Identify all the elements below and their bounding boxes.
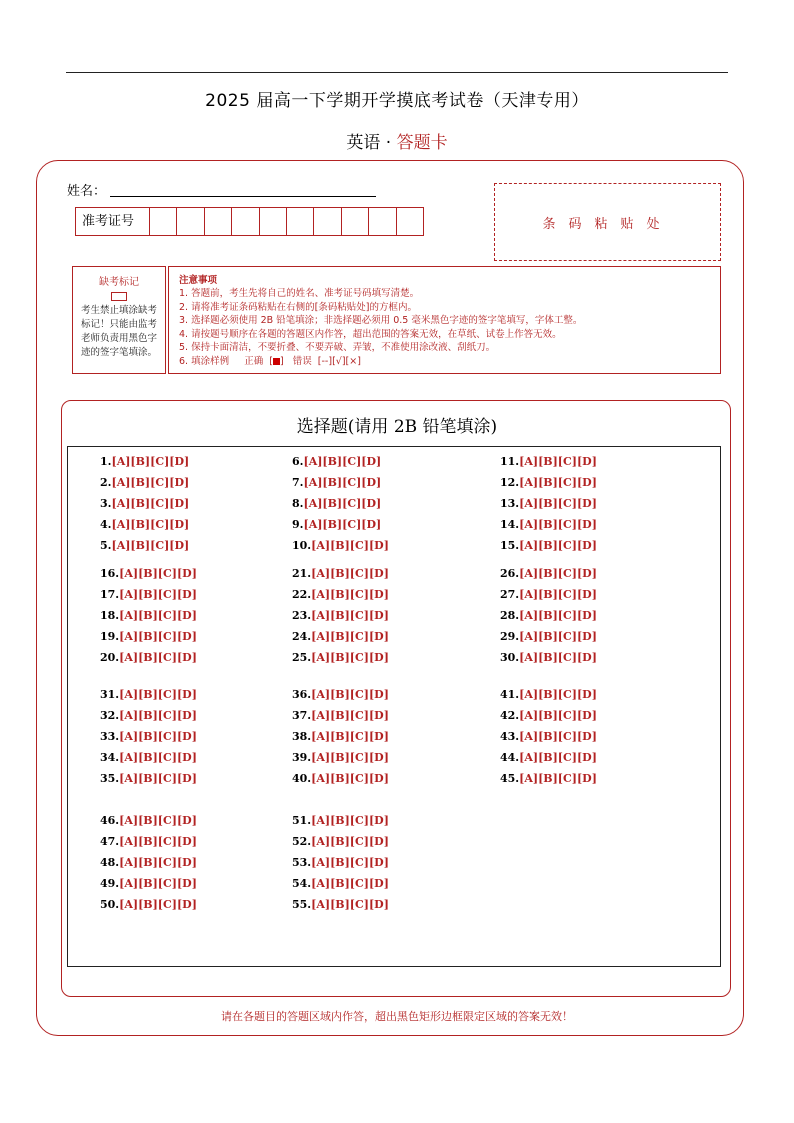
fill-sample-correct-label: 正确 [244,355,264,367]
question-number: 53. [292,856,312,869]
question-54[interactable] [292,877,389,890]
absent-mark-box [72,266,166,374]
name-label: 姓名： [67,184,107,199]
question-38[interactable] [292,730,389,743]
answer-options[interactable]: [A][B][C][D] [119,709,197,722]
answer-options[interactable]: [A][B][C][D] [519,588,597,601]
question-number: 28. [500,609,520,622]
footer-warning: 请在各题目的答题区域内作答，超出黑色矩形边框限定区域的答案无效！ [221,1010,573,1023]
question-10[interactable] [292,539,389,552]
question-number: 42. [500,709,520,722]
question-5[interactable] [100,539,189,552]
question-number: 15. [500,539,520,552]
question-17[interactable] [100,588,197,601]
answer-options[interactable]: [A][B][C][D] [119,772,197,785]
question-number: 45. [500,772,520,785]
question-49[interactable] [100,877,197,890]
question-number: 20. [100,651,120,664]
answer-options[interactable]: [A][B][C][D] [119,730,197,743]
question-53[interactable] [292,856,389,869]
question-number: 17. [100,588,120,601]
subtitle-separator: · [385,133,392,153]
answer-options[interactable]: [A][B][C][D] [519,539,597,552]
answer-options[interactable]: [A][B][C][D] [111,476,190,489]
question-12[interactable] [500,476,597,489]
choice-answer-area [67,446,721,967]
question-number: 16. [100,567,120,580]
question-27[interactable] [500,588,597,601]
question-51[interactable] [292,814,389,827]
answer-options[interactable]: [A][B][C][D] [119,630,197,643]
question-21[interactable] [292,567,389,580]
question-48[interactable] [100,856,197,869]
ticket-digit-cell[interactable] [314,208,341,235]
ticket-digit-cell[interactable] [369,208,396,235]
ticket-digit-cell[interactable] [205,208,232,235]
question-35[interactable] [100,772,197,785]
answer-options[interactable]: [A][B][C][D] [119,856,197,869]
answer-options[interactable]: [A][B][C][D] [311,898,389,911]
answer-options[interactable]: [A][B][C][D] [119,651,197,664]
answer-options[interactable]: [A][B][C][D] [119,814,197,827]
instruction-item: 2. 请将准考证条码粘贴在右侧的[条码粘贴处]的方框内。 [179,301,417,313]
instruction-item: 3. 选择题必须使用 2B 铅笔填涂；非选择题必须用 0.5 毫米黑色字迹的签字笔填写，字体工整。 [179,315,583,326]
ticket-digit-cell[interactable] [177,208,204,235]
question-number: 10. [292,539,312,552]
question-25[interactable] [292,651,389,664]
answer-options[interactable]: [A][B][C][D] [119,588,197,601]
question-52[interactable] [292,835,389,848]
instructions-box [168,266,721,374]
question-13[interactable] [500,497,597,510]
question-number: 1. [100,455,112,468]
question-number: 13. [500,497,520,510]
question-number: 30. [500,651,520,664]
answer-options[interactable]: [A][B][C][D] [119,751,197,764]
question-9[interactable] [292,518,381,531]
answer-options[interactable]: [A][B][C][D] [111,497,190,510]
question-20[interactable] [100,651,197,664]
answer-options[interactable]: [A][B][C][D] [303,455,382,468]
exam-title: 2025 届高一下学期开学摸底考试卷（天津专用） [205,91,589,111]
question-39[interactable] [292,751,389,764]
question-11[interactable] [500,455,597,468]
answer-options[interactable]: [A][B][C][D] [111,518,190,531]
answer-card-subtitle [0,128,794,153]
answer-options[interactable]: [A][B][C][D] [311,835,389,848]
question-42[interactable] [500,709,597,722]
answer-options[interactable]: [A][B][C][D] [311,539,389,552]
fill-sample-label: 6. 填涂样例 [179,355,230,367]
question-number: 18. [100,609,120,622]
question-32[interactable] [100,709,197,722]
answer-options[interactable]: [A][B][C][D] [519,609,597,622]
ticket-digit-cell[interactable] [287,208,314,235]
name-input-line[interactable] [110,196,376,197]
question-23[interactable] [292,609,389,622]
question-number: 34. [100,751,120,764]
absent-mark-description: 考生禁止填涂缺考标记！只能由监考老师负责用黑色字迹的签字笔填涂。 [81,305,158,358]
question-24[interactable] [292,630,389,643]
question-number: 49. [100,877,120,890]
question-number: 24. [292,630,312,643]
top-rule [66,72,728,73]
question-number: 27. [500,588,520,601]
question-14[interactable] [500,518,597,531]
question-37[interactable] [292,709,389,722]
question-15[interactable] [500,539,597,552]
answer-options[interactable]: [A][B][C][D] [311,651,389,664]
question-number: 38. [292,730,312,743]
question-40[interactable] [292,772,389,785]
question-number: 21. [292,567,312,580]
answer-options[interactable]: [A][B][C][D] [519,651,597,664]
question-number: 22. [292,588,312,601]
answer-options[interactable]: [A][B][C][D] [519,688,597,701]
question-43[interactable] [500,730,597,743]
question-29[interactable] [500,630,597,643]
question-number: 35. [100,772,120,785]
answer-options[interactable]: [A][B][C][D] [519,567,597,580]
answer-options[interactable]: [A][B][C][D] [311,567,389,580]
question-number: 2. [100,476,112,489]
question-45[interactable] [500,772,597,785]
answer-options[interactable]: [A][B][C][D] [519,630,597,643]
question-4[interactable] [100,518,189,531]
question-number: 11. [500,455,520,468]
barcode-label: 条码粘贴处 [542,216,673,232]
question-number: 55. [292,898,312,911]
barcode-area [494,183,721,261]
question-number: 19. [100,630,120,643]
question-number: 12. [500,476,520,489]
fill-sample: 6. 填涂样例 正确 [ ] 错误 [--][√][×] [179,355,361,367]
question-number: 26. [500,567,520,580]
instructions-title: 注意事项 [179,275,218,286]
question-number: 52. [292,835,312,848]
question-31[interactable] [100,688,197,701]
fill-sample-wrong-label: 错误 [292,355,312,367]
question-30[interactable] [500,651,597,664]
question-number: 47. [100,835,120,848]
question-number: 7. [292,476,304,489]
question-number: 39. [292,751,312,764]
question-1[interactable] [100,455,189,468]
question-number: 9. [292,518,304,531]
question-number: 3. [100,497,112,510]
answer-options[interactable]: [A][B][C][D] [119,835,197,848]
question-50[interactable] [100,898,197,911]
answer-options[interactable]: [A][B][C][D] [519,772,597,785]
answer-options[interactable]: [A][B][C][D] [311,630,389,643]
answer-options[interactable]: [A][B][C][D] [311,609,389,622]
question-26[interactable] [500,567,597,580]
question-34[interactable] [100,751,197,764]
answer-options[interactable]: [A][B][C][D] [119,877,197,890]
question-number: 4. [100,518,112,531]
filled-mark-icon [273,358,280,365]
ticket-digit-cell[interactable] [260,208,287,235]
question-2[interactable] [100,476,189,489]
answer-options[interactable]: [A][B][C][D] [119,609,197,622]
answer-options[interactable]: [A][B][C][D] [311,772,389,785]
ticket-number-label: 准考证号 [76,208,150,235]
fill-sample-wrong-marks: [--][√][×] [317,355,361,367]
answer-options[interactable]: [A][B][C][D] [303,476,382,489]
question-number: 44. [500,751,520,764]
answer-options[interactable]: [A][B][C][D] [519,455,597,468]
answer-options[interactable]: [A][B][C][D] [303,518,382,531]
answer-options[interactable]: [A][B][C][D] [519,751,597,764]
question-3[interactable] [100,497,189,510]
ticket-digit-cell[interactable] [397,208,423,235]
question-number: 31. [100,688,120,701]
question-number: 37. [292,709,312,722]
question-number: 40. [292,772,312,785]
question-46[interactable] [100,814,197,827]
question-number: 14. [500,518,520,531]
answer-options[interactable]: [A][B][C][D] [311,730,389,743]
subject-label: 英语 [346,133,381,153]
ticket-digit-cell[interactable] [232,208,259,235]
answer-options[interactable]: [A][B][C][D] [519,497,597,510]
answer-options[interactable]: [A][B][C][D] [311,856,389,869]
question-number: 32. [100,709,120,722]
question-number: 41. [500,688,520,701]
question-number: 6. [292,455,304,468]
answer-options[interactable]: [A][B][C][D] [119,688,197,701]
question-number: 50. [100,898,120,911]
ticket-number-field [75,207,424,236]
question-41[interactable] [500,688,597,701]
answer-options[interactable]: [A][B][C][D] [519,476,597,489]
answer-card-label: 答题卡 [396,133,448,153]
question-47[interactable] [100,835,197,848]
question-number: 51. [292,814,312,827]
question-44[interactable] [500,751,597,764]
instruction-item: 1. 答题前，考生先将自己的姓名、准考证号码填写清楚。 [179,288,420,299]
question-55[interactable] [292,898,389,911]
answer-options[interactable]: [A][B][C][D] [311,688,389,701]
answer-options[interactable]: [A][B][C][D] [111,539,190,552]
question-number: 23. [292,609,312,622]
question-16[interactable] [100,567,197,580]
question-number: 36. [292,688,312,701]
ticket-digit-cell[interactable] [150,208,177,235]
absent-mark-checkbox[interactable] [111,292,127,301]
question-36[interactable] [292,688,389,701]
instruction-item: 5. 保持卡面清洁，不要折叠、不要弄破、弄皱，不准使用涂改液、刮纸刀。 [179,342,496,353]
question-number: 33. [100,730,120,743]
answer-options[interactable]: [A][B][C][D] [311,814,389,827]
answer-options[interactable]: [A][B][C][D] [119,567,197,580]
answer-options[interactable]: [A][B][C][D] [311,877,389,890]
question-22[interactable] [292,588,389,601]
ticket-digit-cell[interactable] [342,208,369,235]
answer-options[interactable]: [A][B][C][D] [111,455,190,468]
question-18[interactable] [100,609,197,622]
question-6[interactable] [292,455,381,468]
question-number: 48. [100,856,120,869]
answer-options[interactable]: [A][B][C][D] [519,730,597,743]
absent-mark-title: 缺考标记 [99,277,139,288]
question-7[interactable] [292,476,381,489]
answer-options[interactable]: [A][B][C][D] [303,497,382,510]
choice-section-title: 选择题(请用 2B 铅笔填涂) [296,417,498,437]
answer-options[interactable]: [A][B][C][D] [119,898,197,911]
question-number: 8. [292,497,304,510]
question-number: 29. [500,630,520,643]
question-28[interactable] [500,609,597,622]
answer-options[interactable]: [A][B][C][D] [311,588,389,601]
question-19[interactable] [100,630,197,643]
answer-options[interactable]: [A][B][C][D] [311,709,389,722]
question-number: 43. [500,730,520,743]
instruction-item: 4. 请按题号顺序在各题的答题区内作答，超出范围的答案无效，在草纸、试卷上作答无效。 [179,328,562,340]
question-number: 54. [292,877,312,890]
question-number: 5. [100,539,112,552]
question-number: 25. [292,651,312,664]
question-33[interactable] [100,730,197,743]
question-8[interactable] [292,497,381,510]
answer-options[interactable]: [A][B][C][D] [519,709,597,722]
answer-options[interactable]: [A][B][C][D] [311,751,389,764]
question-number: 46. [100,814,120,827]
answer-options[interactable]: [A][B][C][D] [519,518,597,531]
